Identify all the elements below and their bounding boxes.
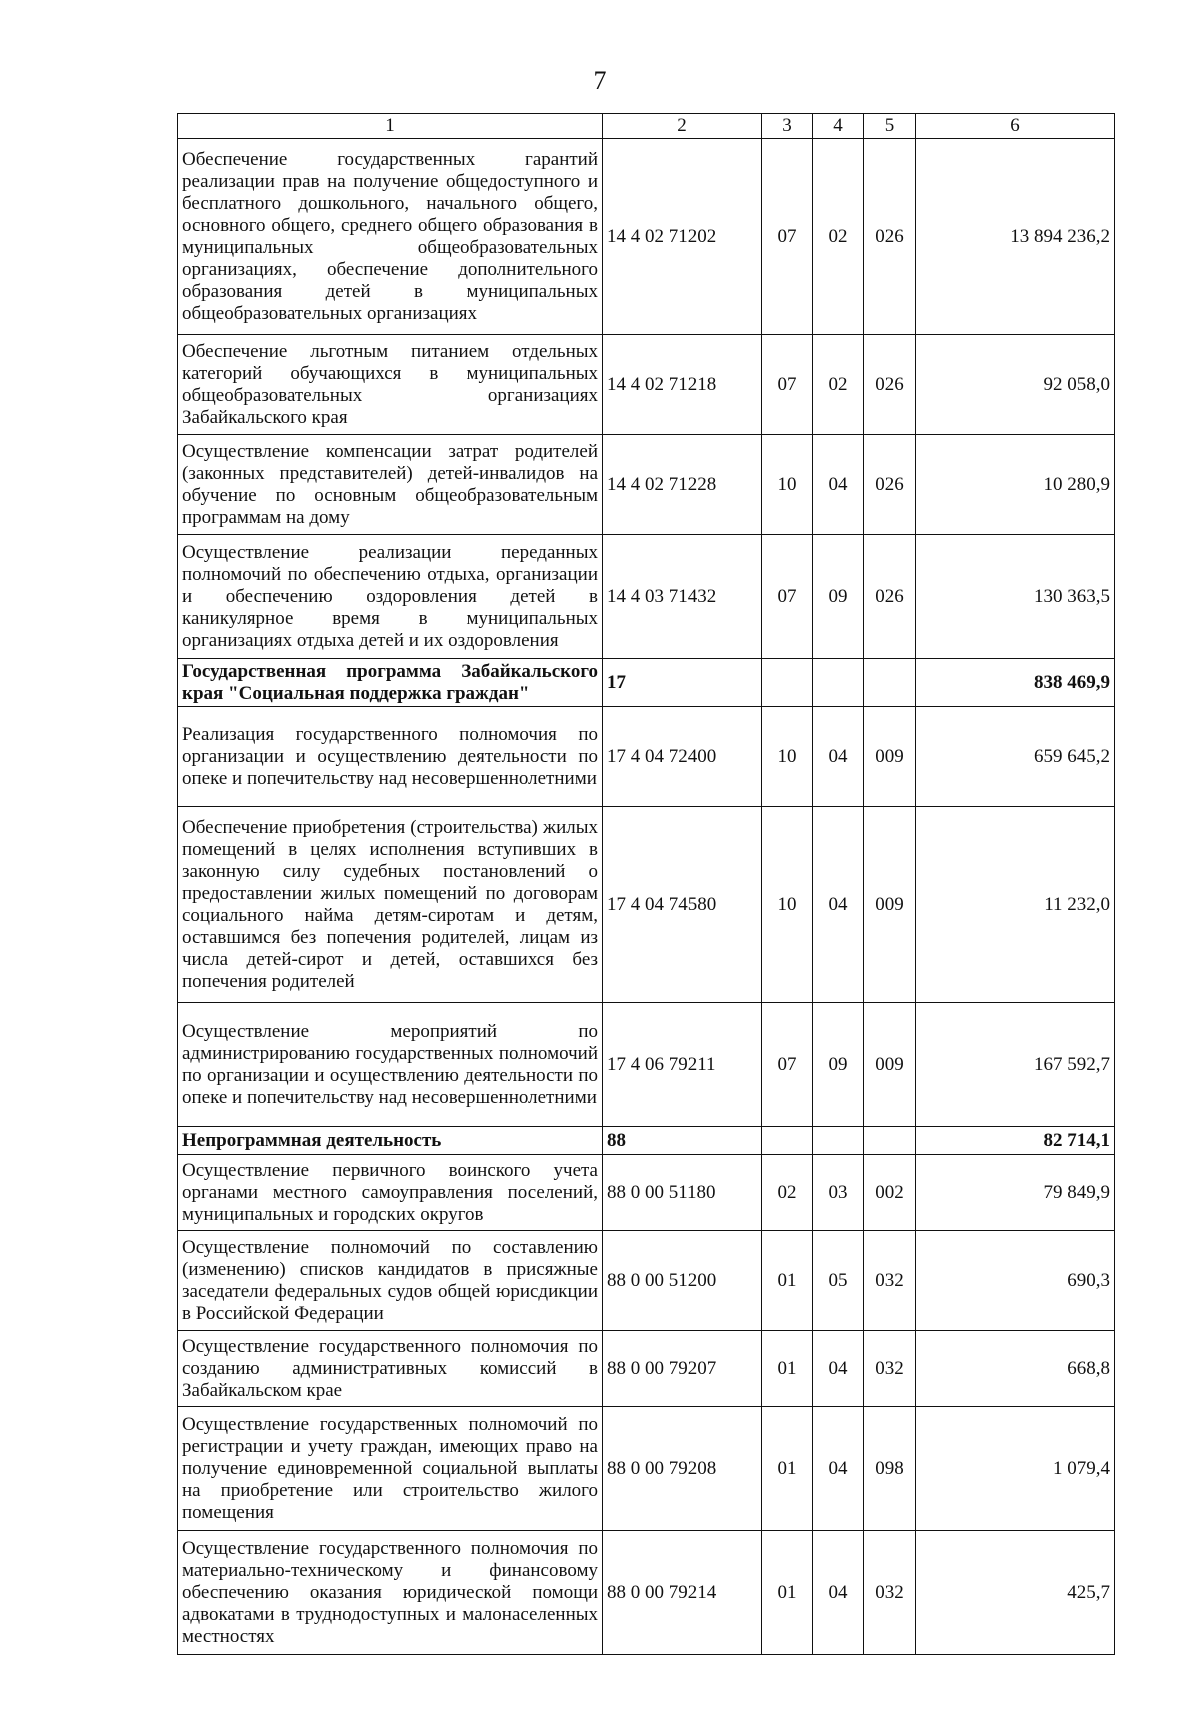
row-expense-type: 002 [864, 1155, 916, 1231]
row-section: 10 [762, 807, 813, 1003]
table-row [178, 659, 1115, 707]
row-classification-code: 17 4 04 72400 [603, 707, 762, 807]
row-amount: 13 894 236,2 [916, 139, 1115, 335]
row-expense-type: 026 [864, 535, 916, 659]
table-row [178, 1003, 1115, 1127]
row-expense-type: 032 [864, 1531, 916, 1655]
table-row [178, 139, 1115, 335]
row-subsection: 09 [813, 535, 864, 659]
row-classification-code: 88 0 00 51200 [603, 1231, 762, 1331]
row-expense-type: 032 [864, 1331, 916, 1407]
page-number: 7 [593, 66, 607, 95]
row-subsection: 09 [813, 1003, 864, 1127]
table-row [178, 707, 1115, 807]
row-section: 07 [762, 139, 813, 335]
row-classification-code: 14 4 02 71218 [603, 335, 762, 435]
row-section [762, 1127, 813, 1155]
row-description: Обеспечение приобретения (строительства) жилых помещений в целях исполнения вступивших в законную силу судебных постановлений о предоставлении жилых помещений по договорам социального найма детям-сиротам и детям, оставшимся без попечения родителей, лицам из числа детей-сирот и детей, оставшихся без попечения родителей [178, 807, 603, 1003]
row-expense-type: 026 [864, 139, 916, 335]
row-amount: 690,3 [916, 1231, 1115, 1331]
row-amount: 92 058,0 [916, 335, 1115, 435]
row-expense-type: 098 [864, 1407, 916, 1531]
row-amount: 838 469,9 [916, 659, 1115, 707]
row-subsection: 02 [813, 335, 864, 435]
row-section: 07 [762, 535, 813, 659]
row-expense-type: 026 [864, 335, 916, 435]
row-classification-code: 88 [603, 1127, 762, 1155]
row-subsection: 04 [813, 435, 864, 535]
table-row [178, 807, 1115, 1003]
row-amount: 10 280,9 [916, 435, 1115, 535]
row-expense-type [864, 1127, 916, 1155]
row-section: 01 [762, 1407, 813, 1531]
row-description: Обеспечение государственных гарантий реализации прав на получение общедоступного и бесплатного дошкольного, начального общего, основного общего, среднего общего образования в муниципальных общеобразовательных организациях, обеспечение дополнительного образования детей в муниципальных общеобразовательных организациях [178, 139, 603, 335]
row-description: Осуществление реализации переданных полномочий по обеспечению отдыха, организации и обеспечению оздоровления детей в каникулярное время в муниципальных организациях отдыха детей и их оздоровления [178, 535, 603, 659]
row-description: Осуществление государственных полномочий по регистрации и учету граждан, имеющих право на получение единовременной социальной выплаты на приобретение или строительство жилого помещения [178, 1407, 603, 1531]
column-header: 3 [762, 114, 813, 139]
row-expense-type: 026 [864, 435, 916, 535]
row-description: Обеспечение льготным питанием отдельных категорий обучающихся в муниципальных общеобразовательных организациях Забайкальского края [178, 335, 603, 435]
row-subsection: 04 [813, 1407, 864, 1531]
column-header: 4 [813, 114, 864, 139]
row-section: 02 [762, 1155, 813, 1231]
row-classification-code: 14 4 03 71432 [603, 535, 762, 659]
table-row [178, 1531, 1115, 1655]
row-amount: 167 592,7 [916, 1003, 1115, 1127]
table-header-row [178, 114, 1115, 139]
row-subsection [813, 659, 864, 707]
row-section: 01 [762, 1231, 813, 1331]
row-section: 10 [762, 435, 813, 535]
row-expense-type: 032 [864, 1231, 916, 1331]
row-classification-code: 88 0 00 79214 [603, 1531, 762, 1655]
row-description: Непрограммная деятельность [178, 1127, 603, 1155]
table-row [178, 435, 1115, 535]
row-section: 01 [762, 1531, 813, 1655]
row-description: Осуществление мероприятий по администрированию государственных полномочий по организации и осуществлению деятельности по опеке и попечительству над несовершеннолетними [178, 1003, 603, 1127]
table-row [178, 1331, 1115, 1407]
row-classification-code: 17 [603, 659, 762, 707]
row-description: Осуществление компенсации затрат родителей (законных представителей) детей-инвалидов на обучение по основным общеобразовательным программам на дому [178, 435, 603, 535]
row-subsection [813, 1127, 864, 1155]
row-amount: 1 079,4 [916, 1407, 1115, 1531]
row-subsection: 03 [813, 1155, 864, 1231]
row-amount: 668,8 [916, 1331, 1115, 1407]
row-description: Осуществление государственного полномочия по созданию административных комиссий в Забайкальском крае [178, 1331, 603, 1407]
column-header: 1 [178, 114, 603, 139]
row-description: Осуществление полномочий по составлению (изменению) списков кандидатов в присяжные заседатели федеральных судов общей юрисдикции в Российской Федерации [178, 1231, 603, 1331]
row-classification-code: 14 4 02 71202 [603, 139, 762, 335]
row-expense-type [864, 659, 916, 707]
column-header: 6 [916, 114, 1115, 139]
row-section: 10 [762, 707, 813, 807]
table-body [178, 139, 1115, 1655]
row-section: 01 [762, 1331, 813, 1407]
row-classification-code: 14 4 02 71228 [603, 435, 762, 535]
row-expense-type: 009 [864, 807, 916, 1003]
table-row [178, 1127, 1115, 1155]
row-amount: 425,7 [916, 1531, 1115, 1655]
budget-table [177, 113, 1115, 1655]
row-description: Осуществление государственного полномочия по материально-техническому и финансовому обеспечению оказания юридической помощи адвокатами в труднодоступных и малонаселенных местностях [178, 1531, 603, 1655]
row-classification-code: 17 4 04 74580 [603, 807, 762, 1003]
table-row [178, 1155, 1115, 1231]
row-classification-code: 88 0 00 79207 [603, 1331, 762, 1407]
table-row [178, 1231, 1115, 1331]
row-description: Реализация государственного полномочия по организации и осуществлению деятельности по опеке и попечительству над несовершеннолетними [178, 707, 603, 807]
table-row [178, 1407, 1115, 1531]
row-classification-code: 88 0 00 79208 [603, 1407, 762, 1531]
column-header: 5 [864, 114, 916, 139]
row-amount: 130 363,5 [916, 535, 1115, 659]
row-amount: 82 714,1 [916, 1127, 1115, 1155]
row-amount: 79 849,9 [916, 1155, 1115, 1231]
row-expense-type: 009 [864, 707, 916, 807]
row-section: 07 [762, 335, 813, 435]
row-amount: 659 645,2 [916, 707, 1115, 807]
row-expense-type: 009 [864, 1003, 916, 1127]
row-amount: 11 232,0 [916, 807, 1115, 1003]
row-description: Осуществление первичного воинского учета органами местного самоуправления поселений, муниципальных и городских округов [178, 1155, 603, 1231]
row-subsection: 02 [813, 139, 864, 335]
table-row [178, 335, 1115, 435]
row-subsection: 04 [813, 1331, 864, 1407]
row-subsection: 04 [813, 807, 864, 1003]
table-row [178, 535, 1115, 659]
row-classification-code: 88 0 00 51180 [603, 1155, 762, 1231]
row-description: Государственная программа Забайкальского края "Социальная поддержка граждан" [178, 659, 603, 707]
row-subsection: 04 [813, 1531, 864, 1655]
row-section [762, 659, 813, 707]
column-header: 2 [603, 114, 762, 139]
row-subsection: 05 [813, 1231, 864, 1331]
row-classification-code: 17 4 06 79211 [603, 1003, 762, 1127]
row-subsection: 04 [813, 707, 864, 807]
row-section: 07 [762, 1003, 813, 1127]
